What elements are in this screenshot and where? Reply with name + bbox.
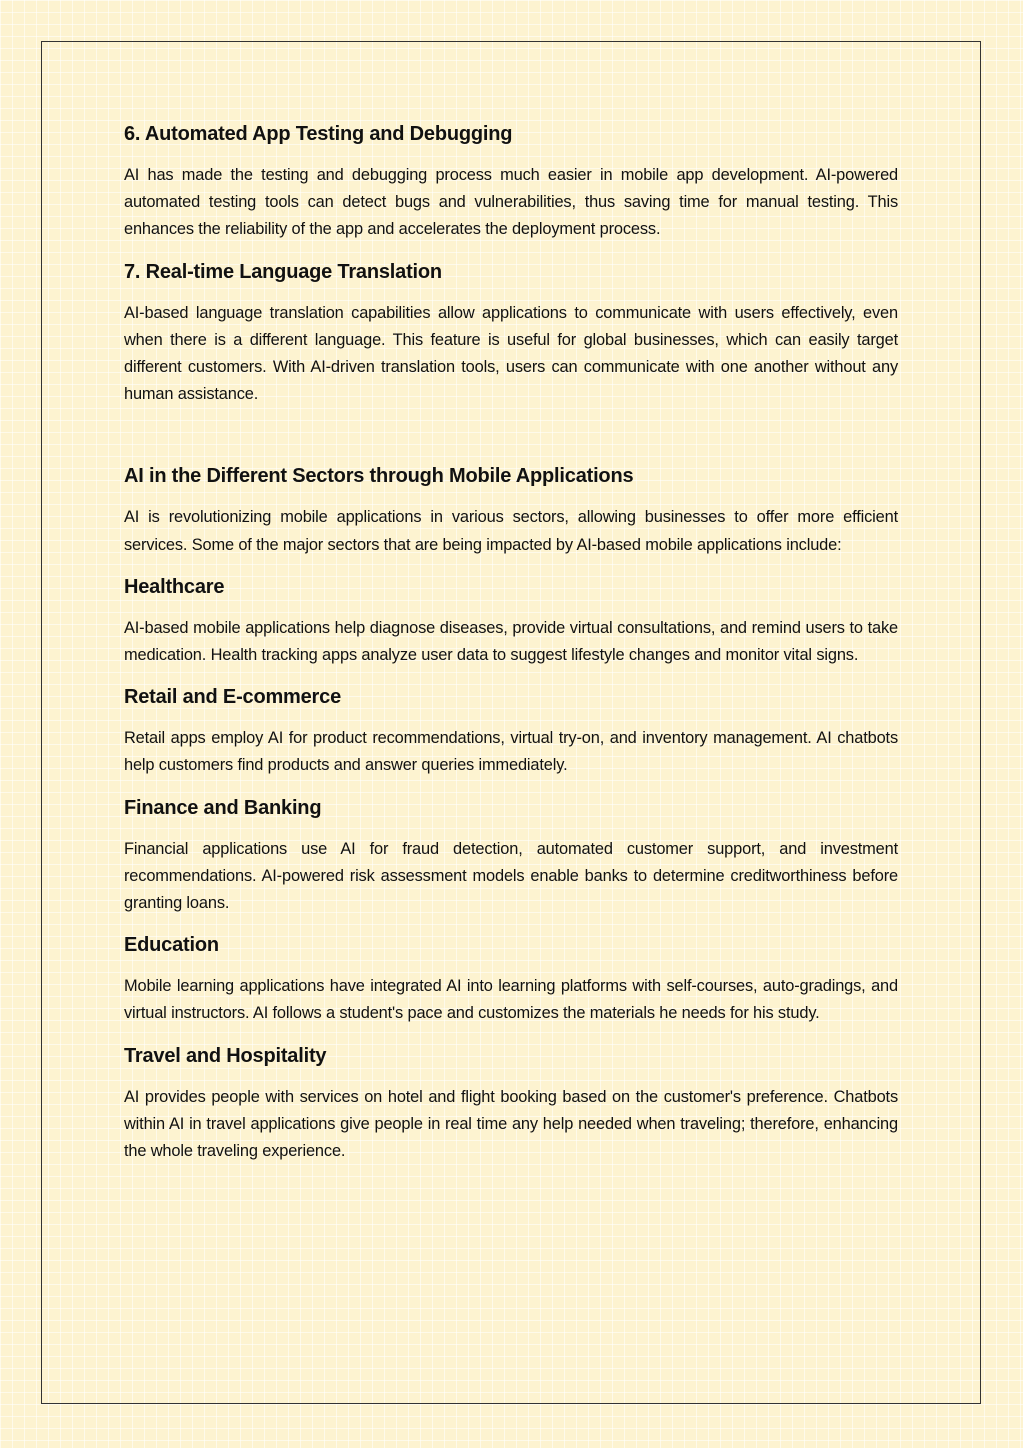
heading-healthcare: Healthcare xyxy=(124,575,225,598)
paragraph-retail: Retail apps employ AI for product recommendations, virtual try-on, and inventory management. AI chatbots help customers find products and answer queries immediately. xyxy=(124,729,898,775)
paragraph-travel: AI provides people with services on hotel and flight booking based on the customer's preference. Chatbots within AI in travel applications give people in real time any help needed when traveling; therefore, enhancing the whole traveling experience. xyxy=(124,1087,898,1161)
heading-travel: Travel and Hospitality xyxy=(124,1044,327,1067)
heading-ai-sectors: AI in the Different Sectors through Mobile Applications xyxy=(124,465,634,488)
paragraph-finance: Financial applications use AI for fraud detection, automated customer support, and investment recommendations. AI-powered risk assessment models enable banks to determine creditworthiness before granting loans. xyxy=(124,839,898,913)
heading-finance: Finance and Banking xyxy=(124,796,322,819)
paragraph-healthcare: AI-based mobile applications help diagnose diseases, provide virtual consultations, and remind users to take medication. Health tracking apps analyze user data to suggest lifestyle changes and monitor vital signs. xyxy=(124,618,898,665)
heading-language-translation: 7. Real-time Language Translation xyxy=(124,260,442,283)
document-body xyxy=(124,120,898,1165)
heading-automated-testing: 6. Automated App Testing and Debugging xyxy=(124,123,513,145)
heading-retail: Retail and E-commerce xyxy=(124,686,341,709)
paragraph-language-translation: AI-based language translation capabilities allow applications to communicate with users effectively, even when there is a different language. This feature is useful for global businesses, which can easily target different customers. With AI-driven translation tools, users can communicate with one another without any human assistance. xyxy=(124,303,898,404)
heading-education: Education xyxy=(124,934,219,957)
paragraph-automated-testing: AI has made the testing and debugging process much easier in mobile app development. AI-powered automated testing tools can detect bugs and vulnerabilities, thus saving time for manual testing. This enhances the reliability of the app and accelerates the deployment process. xyxy=(124,166,898,239)
paragraph-education: Mobile learning applications have integrated AI into learning platforms with self-courses, auto-gradings, and virtual instructors. AI follows a student's pace and customizes the materials he needs for his study. xyxy=(124,977,898,1023)
paragraph-ai-sectors: AI is revolutionizing mobile applications in various sectors, allowing businesses to offer more efficient services. Some of the major sectors that are being impacted by AI-based mobile applications include: xyxy=(124,508,898,554)
